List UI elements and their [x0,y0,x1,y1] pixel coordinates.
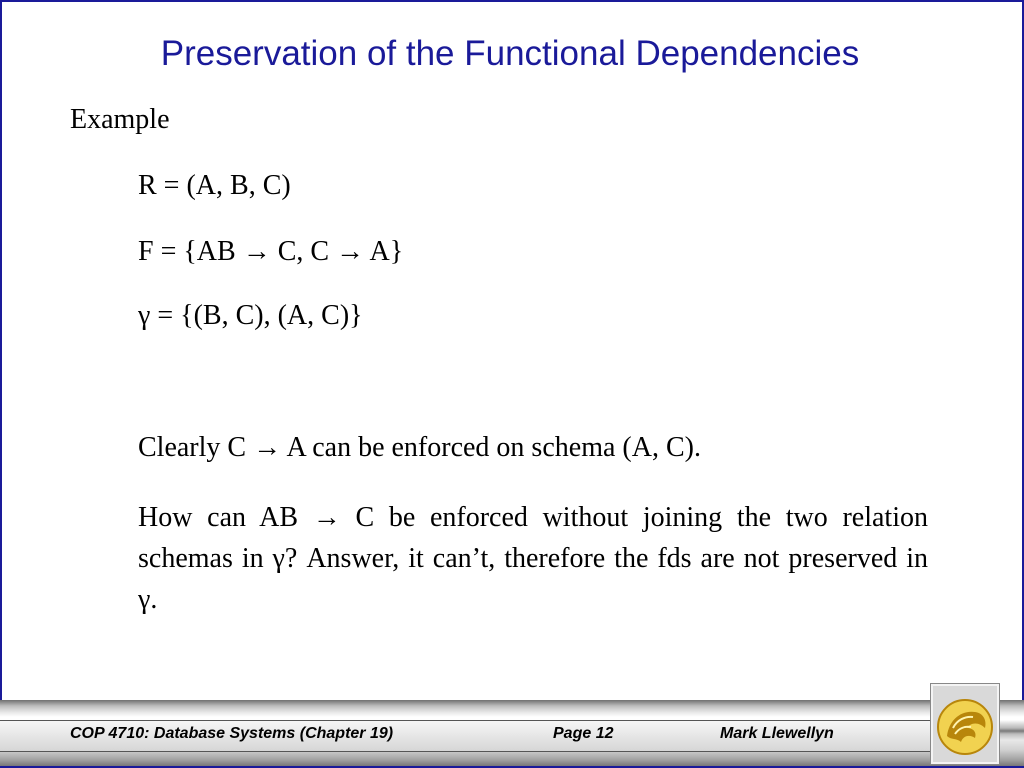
fd-set: F = {AB → C, C → A} [138,236,404,267]
footer-course: COP 4710: Database Systems (Chapter 19) [70,725,394,742]
enforcement-statement: Clearly C → A can be enforced on schema (A, C). [138,432,701,463]
decomposition: γ = {(B, C), (A, C)} [138,300,363,331]
footer-page-number: Page 12 [553,725,614,742]
slide-title: Preservation of the Functional Dependencies [160,34,860,73]
logo-box [930,683,1000,765]
explanation-paragraph: How can AB → C be enforced without joining the two relation schemas in γ? Answer, it can’t, therefore the fds are not preserved in γ. [138,502,928,615]
example-label: Example [70,104,170,135]
ucf-pegasus-logo-icon [935,698,995,756]
relation-definition: R = (A, B, C) [138,170,291,201]
footer-author: Mark Llewellyn [720,725,834,742]
